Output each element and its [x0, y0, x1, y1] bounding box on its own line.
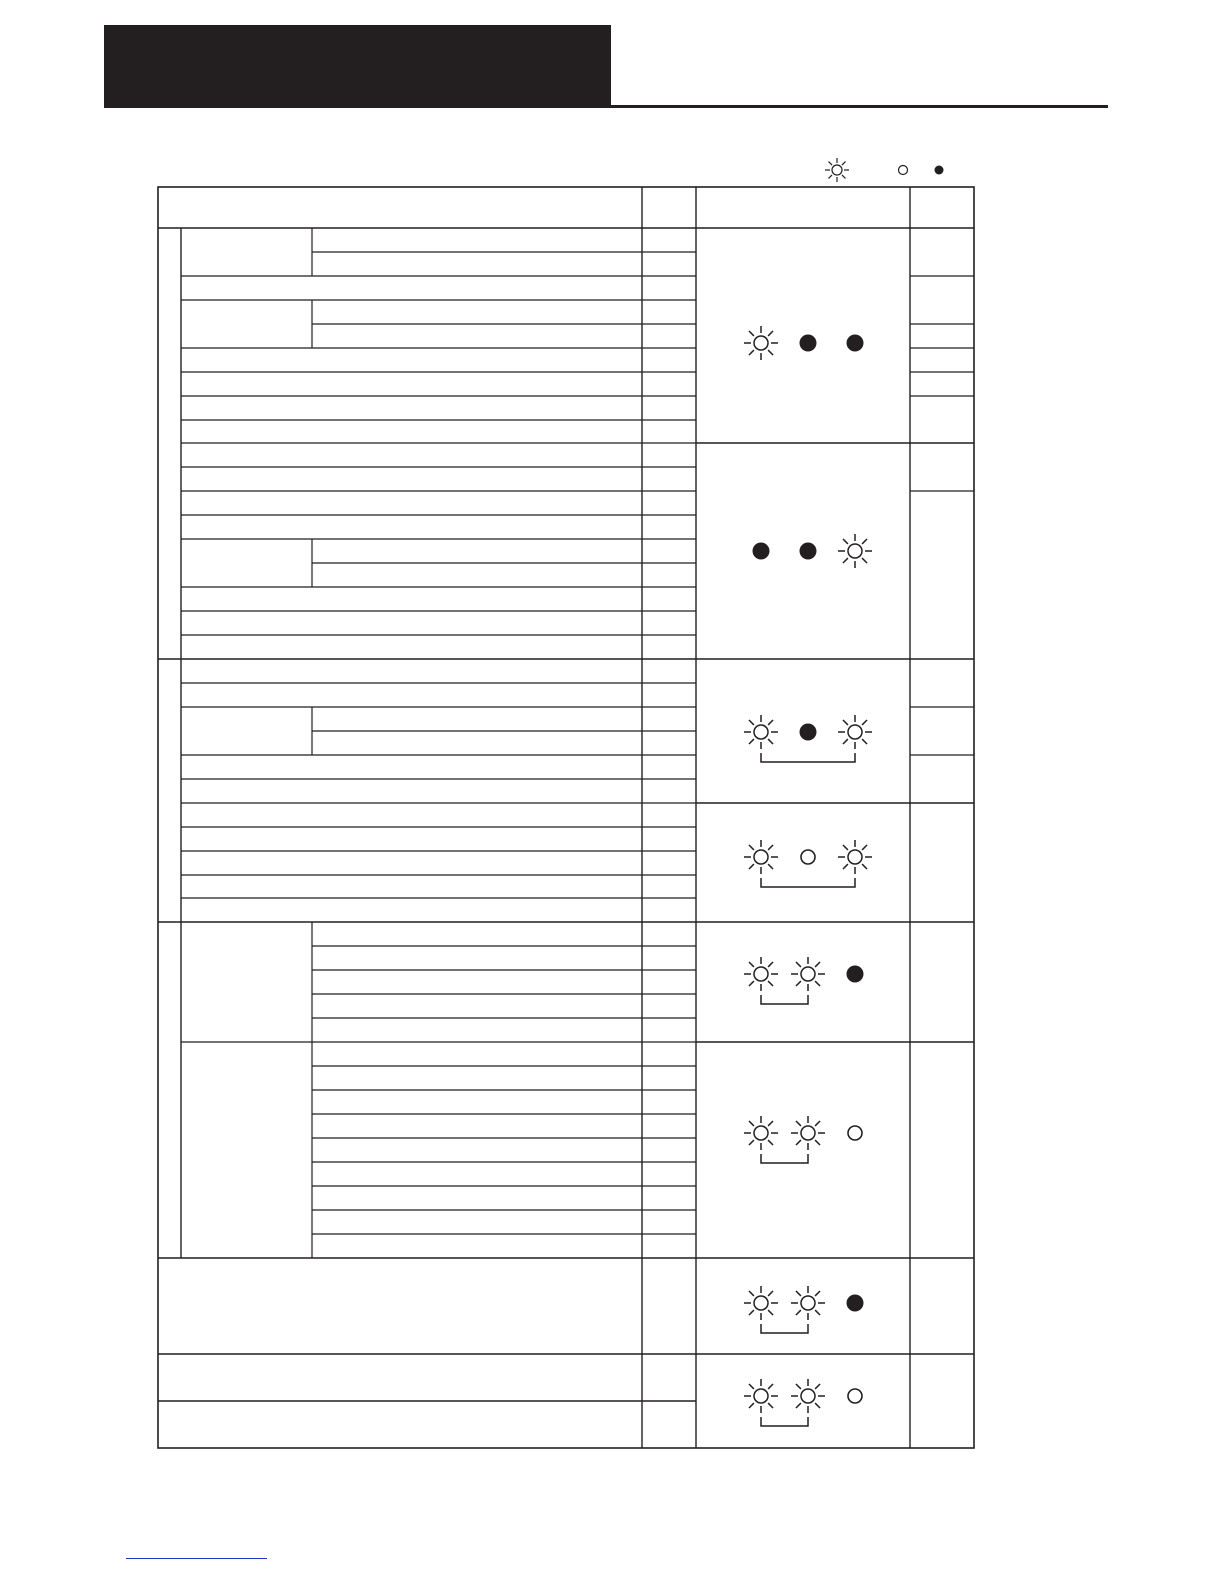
blinking-led-icon — [838, 534, 872, 568]
blinking-led-icon — [744, 840, 778, 874]
led-on-icon — [847, 335, 864, 352]
led-pattern — [744, 715, 872, 762]
blinking-led-icon — [791, 957, 825, 991]
led-on-icon — [847, 1295, 864, 1312]
blinking-led-icon — [791, 1286, 825, 1320]
blinking-led-icon — [744, 957, 778, 991]
led-pattern — [744, 326, 864, 360]
led-pattern — [744, 1379, 862, 1426]
led-on-icon — [800, 335, 817, 352]
led-on-icon — [847, 966, 864, 983]
bracket-line — [761, 995, 808, 1004]
bracket-line — [761, 878, 855, 887]
led-on-icon — [800, 543, 817, 560]
led-off-icon — [848, 1389, 862, 1403]
legend — [825, 158, 944, 182]
led-on-icon — [935, 166, 944, 175]
led-pattern — [744, 957, 864, 1004]
led-on-icon — [800, 724, 817, 741]
led-pattern — [744, 840, 872, 887]
bracket-line — [761, 753, 855, 762]
led-on-icon — [753, 543, 770, 560]
bracket-line — [761, 1417, 808, 1426]
bracket-line — [761, 1154, 808, 1163]
blinking-led-icon — [838, 715, 872, 749]
blinking-led-icon — [838, 840, 872, 874]
table-grid — [158, 187, 974, 1448]
led-pattern-column — [744, 326, 872, 1426]
led-off-icon — [848, 1126, 862, 1140]
led-pattern — [753, 534, 873, 568]
blinking-led-icon — [744, 1116, 778, 1150]
blinking-led-icon — [825, 158, 849, 182]
led-off-icon — [899, 166, 908, 175]
blinking-led-icon — [744, 715, 778, 749]
led-off-icon — [801, 850, 815, 864]
footer-link-underline[interactable] — [126, 1558, 267, 1559]
blinking-led-icon — [744, 1286, 778, 1320]
blinking-led-icon — [744, 326, 778, 360]
blinking-led-icon — [791, 1379, 825, 1413]
blinking-led-icon — [744, 1379, 778, 1413]
led-pattern — [744, 1116, 862, 1163]
blinking-led-icon — [791, 1116, 825, 1150]
bracket-line — [761, 1324, 808, 1333]
led-pattern — [744, 1286, 864, 1333]
